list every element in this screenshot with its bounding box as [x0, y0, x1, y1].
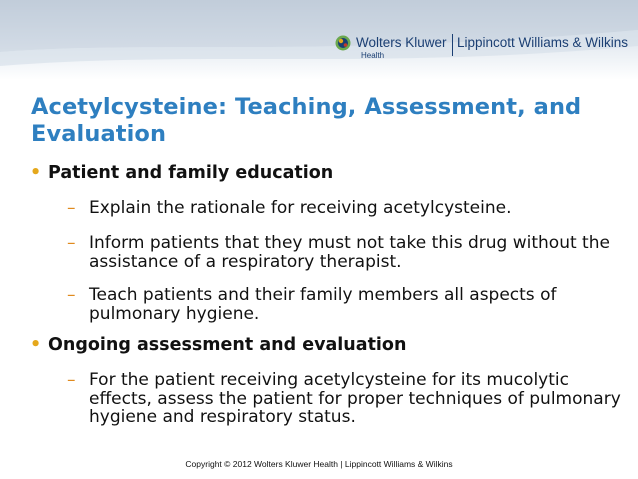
logo-lww-text: Lippincott Williams & Wilkins [457, 35, 629, 50]
bullet-icon: • [30, 335, 42, 355]
footer-copyright: Copyright © 2012 Wolters Kluwer Health | Lippincott Williams & Wilkins [185, 459, 453, 469]
sub-bullet-text: Explain the rationale for receiving acetylcysteine. [89, 198, 512, 218]
logo-separator [452, 34, 453, 56]
sub-bullet-text: For the patient receiving acetylcysteine for its mucolytic effects, assess the patient for proper techniques of pulmonary hygiene and respiratory status. [89, 370, 621, 427]
sub-bullet [67, 199, 627, 218]
dash-icon: – [67, 370, 76, 390]
sub-bullet-text: Inform patients that they must not take this drug without the assistance of a respiratory therapist. [89, 233, 610, 272]
sub-bullet [67, 234, 627, 271]
wolters-kluwer-logo-mark-icon [334, 34, 352, 52]
bullet-heading-text: Patient and family education [48, 163, 334, 183]
bullet-heading [30, 163, 333, 183]
logo-wolters-kluwer-text: Wolters Kluwer [356, 35, 447, 50]
sub-bullet-text: Teach patients and their family members all aspects of pulmonary hygiene. [89, 285, 557, 324]
bullet-heading-text: Ongoing assessment and evaluation [48, 335, 407, 355]
slide-title: Acetylcysteine: Teaching, Assessment, and Evaluation [31, 94, 582, 147]
bullet-heading [30, 335, 406, 355]
logo-health-text: Health [361, 51, 385, 60]
dash-icon: – [67, 198, 76, 218]
dash-icon: – [67, 285, 76, 305]
sub-bullet [67, 286, 627, 323]
bullet-icon: • [30, 163, 42, 183]
dash-icon: – [67, 233, 76, 253]
sub-bullet [67, 371, 627, 427]
